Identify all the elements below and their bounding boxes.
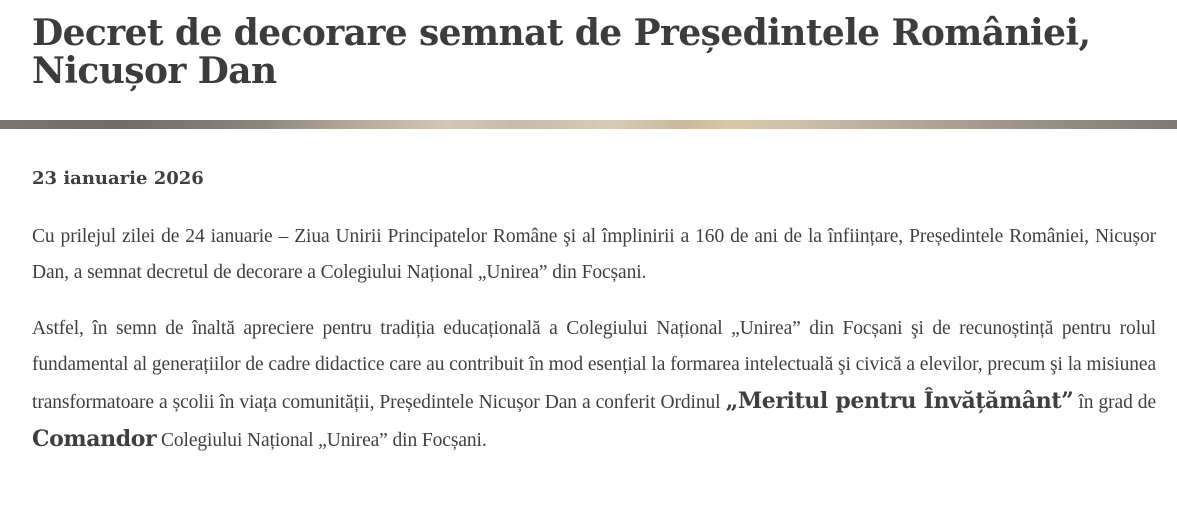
paragraph-2-text-after: Colegiului Național „Unirea” din Focșani. — [156, 430, 487, 451]
order-grade: Comandor — [32, 426, 157, 452]
header-banner-image — [0, 120, 1177, 129]
article-date: 23 ianuarie 2026 — [32, 168, 204, 189]
article-header — [0, 0, 1177, 120]
article-content — [32, 165, 1156, 459]
article-paragraph-2 — [32, 311, 1156, 459]
article-paragraph-1: Cu prilejul zilei de 24 ianuarie – Ziua Unirii Principatelor Române şi al împlinirii a 160 de ani de la înființare, Președintele României, Nicușor Dan, a semnat decretul de decorare a Colegiului Național „Unirea” din Focșani. — [32, 226, 1156, 283]
order-name: „Meritul pentru Învățământ” — [725, 388, 1074, 414]
paragraph-2-text-before: Astfel, în semn de înaltă apreciere pentru tradiția educațională a Colegiului Național „Unirea” din Focșani şi de recunoștință pentru rolul fundamental al generațiilor de cadre didactice care au contribuit în mod esențial la formarea intelectuală şi civică a elevilor, precum şi la misiunea transformatoare a școlii în viața comunității, Președintele Nicușor Dan a conferit Ordinul — [32, 318, 1156, 413]
page-title: Decret de decorare semnat de Președintele României, Nicușor Dan — [32, 12, 1091, 92]
paragraph-2-text-middle: în grad de — [1073, 392, 1157, 413]
